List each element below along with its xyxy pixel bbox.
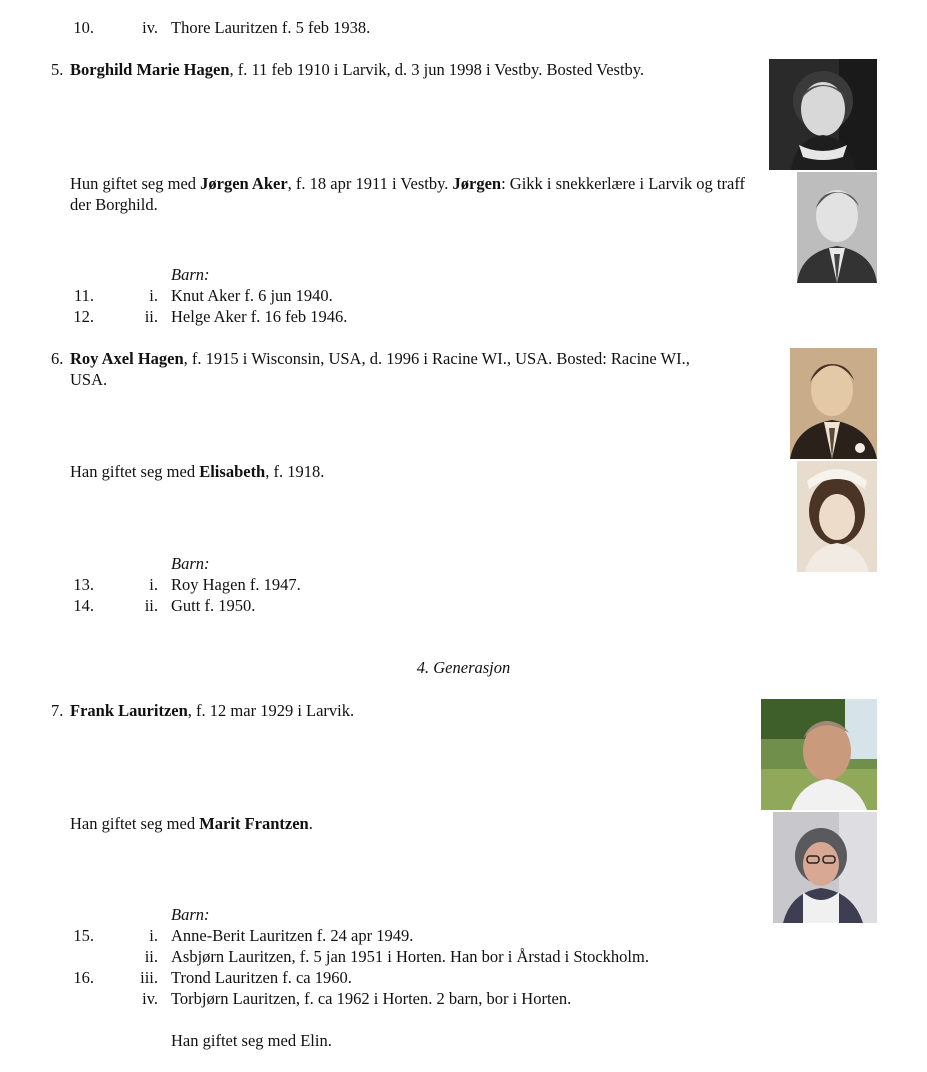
closing-note: Han giftet seg med Elin. bbox=[171, 1031, 332, 1050]
entry-number: 13. bbox=[73, 575, 94, 594]
portrait-elisabeth bbox=[797, 461, 877, 572]
spouse-prefix: Han giftet seg med bbox=[70, 462, 200, 481]
child-roman-numeral: i. bbox=[149, 286, 158, 305]
child-text: Torbjørn Lauritzen, f. ca 1962 i Horten. 2 barn, bor i Horten. bbox=[171, 989, 572, 1008]
entry-number: 5. bbox=[51, 60, 64, 79]
spouse-name: Marit Frantzen bbox=[199, 814, 309, 833]
person-name: Frank Lauritzen bbox=[70, 701, 188, 720]
entry-number: 6. bbox=[51, 349, 64, 368]
child-roman-numeral: ii. bbox=[144, 307, 158, 326]
spouse-detail: , f. 1918. bbox=[265, 462, 325, 481]
children-heading: Barn: bbox=[171, 905, 210, 924]
person-detail: , f. 11 feb 1910 i Larvik, d. 3 jun 1998 i Vestby. Bosted Vestby. bbox=[229, 60, 645, 79]
portrait-marit bbox=[773, 812, 877, 923]
child-roman-numeral: ii. bbox=[144, 947, 158, 966]
child-text: Thore Lauritzen f. 5 feb 1938. bbox=[171, 18, 371, 37]
entry-number: 11. bbox=[73, 286, 94, 305]
person-detail-line2: USA. bbox=[70, 370, 108, 389]
child-roman-numeral: i. bbox=[149, 575, 158, 594]
entry-number: 10. bbox=[73, 18, 94, 37]
entry-number: 14. bbox=[73, 596, 94, 615]
spouse-line bbox=[70, 461, 324, 482]
child-text: Gutt f. 1950. bbox=[171, 596, 256, 615]
spouse-detail: . bbox=[308, 814, 313, 833]
entry-number: 12. bbox=[73, 307, 94, 326]
spouse-line bbox=[70, 813, 313, 834]
child-roman-numeral: i. bbox=[149, 926, 158, 945]
person-detail: , f. 12 mar 1929 i Larvik. bbox=[187, 701, 355, 720]
spouse-detail: , f. 18 apr 1911 i Vestby. bbox=[287, 174, 453, 193]
spouse-name: Elisabeth bbox=[199, 462, 266, 481]
entry-number: 16. bbox=[73, 968, 94, 987]
person-entry-roy bbox=[70, 348, 690, 369]
generation-heading: 4. Generasjon bbox=[416, 658, 511, 677]
spouse-note-line2: der Borghild. bbox=[70, 195, 158, 214]
person-detail: , f. 1915 i Wisconsin, USA, d. 1996 i Racine WI., USA. Bosted: Racine WI., bbox=[183, 349, 690, 368]
child-roman-numeral: iii. bbox=[140, 968, 158, 987]
entry-number: 15. bbox=[73, 926, 94, 945]
portrait-frank bbox=[761, 699, 877, 810]
child-roman-numeral: ii. bbox=[144, 596, 158, 615]
child-roman-numeral: iv. bbox=[142, 989, 158, 1008]
child-text: Anne-Berit Lauritzen f. 24 apr 1949. bbox=[171, 926, 414, 945]
portrait-jorgen bbox=[797, 172, 877, 283]
child-text: Trond Lauritzen f. ca 1960. bbox=[171, 968, 352, 987]
children-heading: Barn: bbox=[171, 554, 210, 573]
child-text: Roy Hagen f. 1947. bbox=[171, 575, 301, 594]
portrait-roy bbox=[790, 348, 877, 459]
child-roman-numeral: iv. bbox=[142, 18, 158, 37]
person-entry-frank bbox=[70, 700, 354, 721]
children-heading: Barn: bbox=[171, 265, 210, 284]
portrait-borghild bbox=[769, 59, 877, 170]
person-name: Borghild Marie Hagen bbox=[70, 60, 230, 79]
person-entry-borghild bbox=[70, 59, 644, 80]
entry-number: 7. bbox=[51, 701, 64, 720]
spouse-note: : Gikk i snekkerlære i Larvik og traff bbox=[501, 174, 746, 193]
spouse-name: Jørgen Aker bbox=[200, 174, 288, 193]
spouse-prefix: Han giftet seg med bbox=[70, 814, 200, 833]
spouse-prefix: Hun giftet seg med bbox=[70, 174, 201, 193]
spouse-line bbox=[70, 173, 745, 194]
child-text: Knut Aker f. 6 jun 1940. bbox=[171, 286, 333, 305]
child-text: Asbjørn Lauritzen, f. 5 jan 1951 i Horten. Han bor i Årstad i Stockholm. bbox=[171, 947, 649, 966]
spouse-name-repeat: Jørgen bbox=[452, 174, 502, 193]
person-name: Roy Axel Hagen bbox=[70, 349, 184, 368]
child-text: Helge Aker f. 16 feb 1946. bbox=[171, 307, 348, 326]
